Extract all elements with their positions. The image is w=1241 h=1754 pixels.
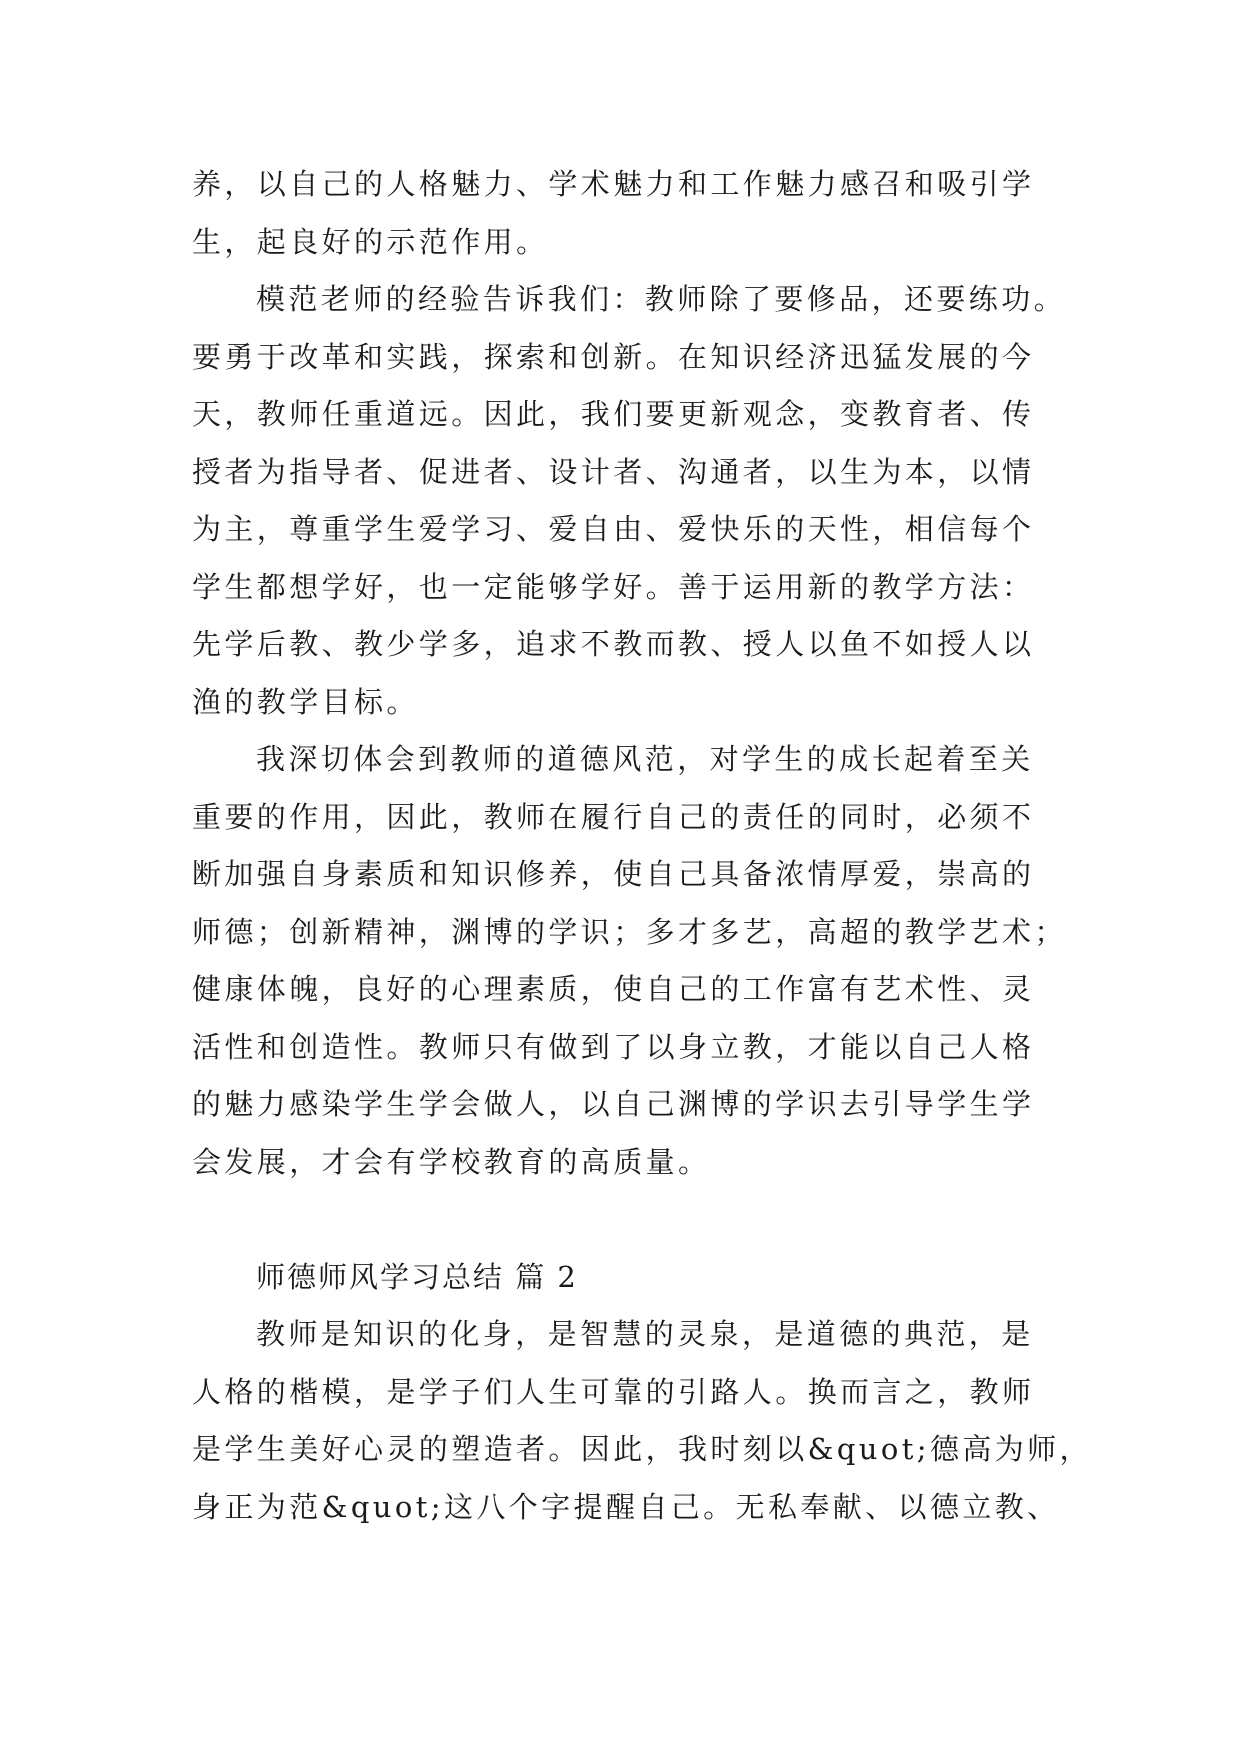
- text-line: 要勇于改革和实践，探索和创新。在知识经济迅猛发展的今: [192, 339, 1035, 374]
- text-line: 重要的作用，因此，教师在履行自己的责任的同时，必须不: [192, 799, 1035, 834]
- paragraphs-before-heading: [192, 156, 1067, 1191]
- section-gap: [192, 1191, 1062, 1249]
- text-line: 我深切体会到教师的道德风范，对学生的成长起着至关: [256, 742, 1034, 776]
- text-line: 为主，尊重学生爱学习、爱自由、爱快乐的天性，相信每个: [192, 512, 1035, 546]
- text-line: 模范老师的经验告诉我们：教师除了要修品，还要练功。: [256, 282, 1067, 316]
- document-body: [192, 156, 1092, 1536]
- text-line: 师德；创新精神，渊博的学识；多才多艺，高超的教学艺术；: [192, 914, 1067, 949]
- text-line: 教师是知识的化身，是智慧的灵泉，是道德的典范，是: [256, 1317, 1034, 1351]
- text-line: 是学生美好心灵的塑造者。因此，我时刻以&quot;德高为师，: [192, 1432, 1092, 1466]
- text-line: 会发展，才会有学校教育的高质量。: [192, 1144, 711, 1179]
- text-line: 断加强自身素质和知识修养，使自己具备浓情厚爱，崇高的: [192, 857, 1035, 891]
- text-line: 渔的教学目标。: [192, 684, 419, 719]
- text-line: 健康体魄，良好的心理素质，使自己的工作富有艺术性、灵: [192, 972, 1035, 1006]
- paragraphs-after-heading: [192, 1306, 1092, 1536]
- text-line: 活性和创造性。教师只有做到了以身立教，才能以自己人格: [192, 1029, 1035, 1064]
- text-line: 先学后教、教少学多，追求不教而教、授人以鱼不如授人以: [192, 627, 1035, 661]
- text-line: 生，起良好的示范作用。: [192, 224, 549, 259]
- text-line: 的魅力感染学生学会做人，以自己渊博的学识去引导学生学: [192, 1087, 1035, 1121]
- text-line: 授者为指导者、促进者、设计者、沟通者，以生为本，以情: [192, 454, 1035, 489]
- text-line: 人格的楷模，是学子们人生可靠的引路人。换而言之，教师: [192, 1374, 1035, 1409]
- text-line: 身正为范&quot;这八个字提醒自己。无私奉献、以德立教、: [192, 1489, 1060, 1524]
- text-line: 学生都想学好，也一定能够学好。善于运用新的教学方法：: [192, 569, 1035, 604]
- text-line: 养，以自己的人格魅力、学术魅力和工作魅力感召和吸引学: [192, 167, 1035, 201]
- text-line: 天，教师任重道远。因此，我们要更新观念，变教育者、传: [192, 397, 1035, 431]
- section-heading: 师德师风学习总结 篇 2: [256, 1259, 578, 1294]
